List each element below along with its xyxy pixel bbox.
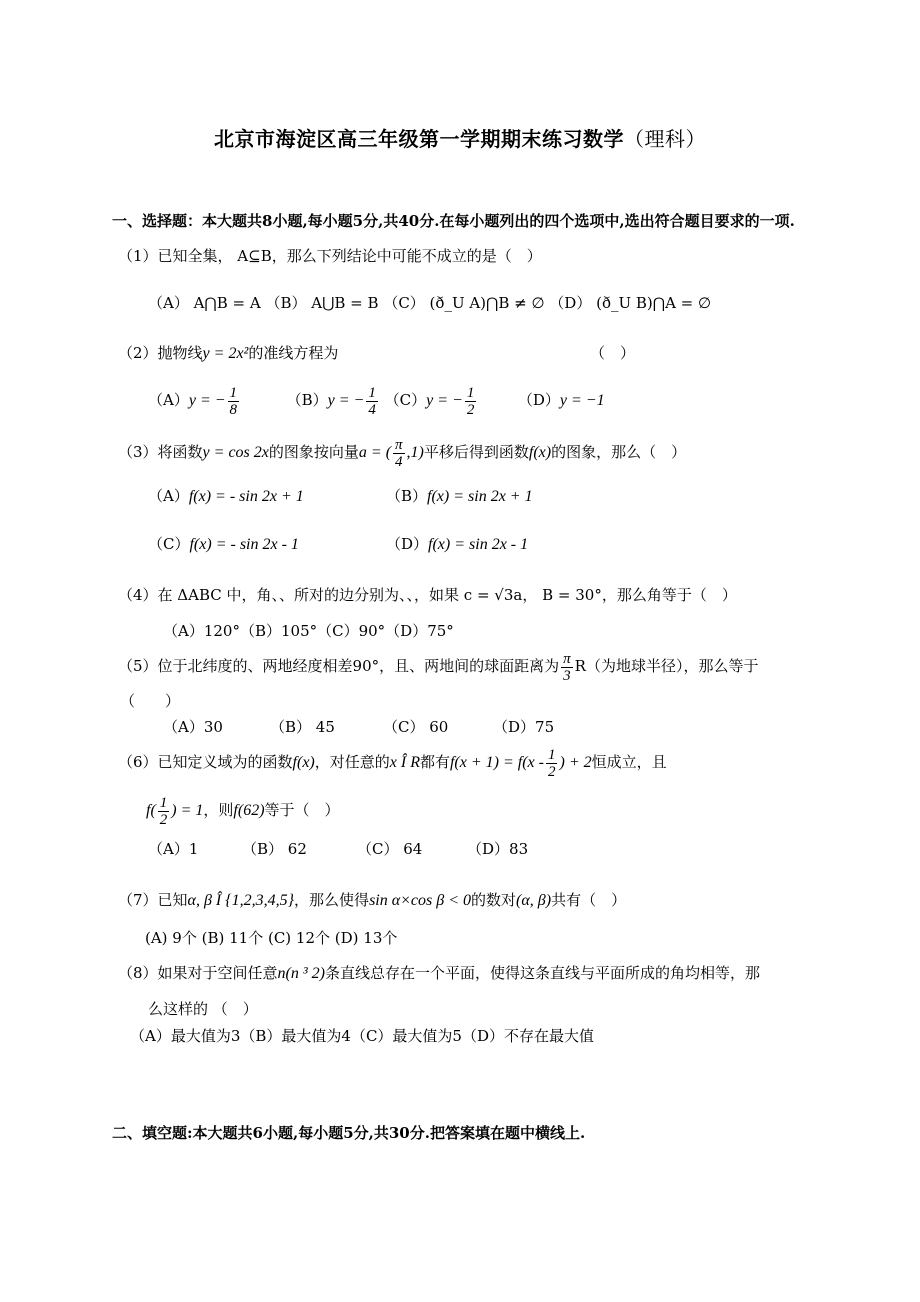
q6-cond-f: f(: [146, 802, 156, 819]
frac-num: 1: [159, 794, 168, 811]
q3-opt-a-math: f(x) = - sin 2x + 1: [188, 488, 304, 505]
q6-option-d: （D）83: [467, 840, 529, 858]
q5-stem-b: R（为地球半径），那么等于: [574, 657, 759, 675]
q3-vector: a = (: [358, 444, 392, 461]
q3-opt-d-math: f(x) = sin 2x - 1: [428, 536, 529, 553]
q2-opt-c-frac: [465, 385, 477, 418]
q5-paren: （ ）: [120, 692, 181, 710]
q7-pair: (α, β): [516, 892, 552, 909]
q2-stem-a: （2）抛物线: [118, 344, 203, 362]
q3-option-d: [386, 533, 528, 556]
q6-cond-end: ) = 1: [171, 802, 204, 819]
section-2-heading: 二、填空题:本大题共6小题,每小题5分,共30分.把答案填在题中横线上.: [112, 1124, 586, 1142]
q6-option-c: （C） 64: [357, 840, 423, 858]
q6-fx: f(x): [292, 754, 315, 771]
q3-stem-d: 的图象，那么（ ）: [551, 443, 687, 461]
q7-inequality: sin α×cos β < 0: [369, 892, 472, 909]
frac-num: 1: [368, 384, 376, 401]
q5-option-b: （B） 45: [270, 718, 335, 736]
q4-options: （A）120°（B）105°（C）90°（D）75°: [163, 622, 454, 640]
q2-opt-a-math: y = −: [188, 392, 226, 409]
q5-frac: [561, 651, 573, 684]
q3-stem-c: 平移后得到函数: [423, 443, 529, 461]
q3-opt-a-label: （A）: [148, 487, 189, 505]
q5-stem-a: （5）位于北纬度的、两地经度相差90°，且、两地间的球面距离为: [118, 657, 560, 675]
frac-num: π: [563, 650, 571, 667]
q6-stem: [118, 742, 667, 783]
frac-den: 2: [159, 811, 168, 828]
q3-stem-a: （3）将函数: [118, 443, 203, 461]
q6-cond-b: ，则: [203, 801, 234, 819]
q6-equation: f(x + 1) = f(x -: [449, 754, 544, 771]
q6-stem-d: 恒成立，且: [591, 753, 667, 771]
q1-stem: （1）已知全集， A⊆B，那么下列结论中可能不成立的是（ ）: [118, 247, 542, 265]
q2-opt-a-label: （A）: [148, 391, 189, 409]
q7-stem-c: 的数对: [471, 891, 517, 909]
q2-opt-d-math: y = −1: [559, 392, 605, 409]
page-title: [0, 123, 920, 152]
q6-frac: [546, 747, 558, 780]
q6-f62: f(62): [233, 802, 265, 819]
q2-opt-a-frac: [228, 385, 240, 418]
q7-stem-b: ，那么使得: [294, 891, 370, 909]
q3-opt-c-math: f(x) = - sin 2x - 1: [189, 536, 299, 553]
q6-condition: [146, 790, 340, 831]
q4-stem: （4）在 ΔABC 中，角、、所对的边分别为、、，如果 c = √3a， B = 30°，那么角等于（ ）: [118, 586, 737, 604]
q5-option-c: （C） 60: [383, 718, 449, 736]
q6-x-in-r: x Î R: [389, 754, 420, 771]
q5-option-a: （A）30: [163, 718, 223, 736]
q2-opt-b-label: （B）: [286, 391, 328, 409]
title-sub: （理科）: [624, 127, 706, 151]
title-main: 北京市海淀区高三年级第一学期期末练习数学: [214, 127, 624, 151]
q6-stem-b: ，对任意的: [314, 753, 390, 771]
frac-num: π: [395, 436, 403, 453]
q1-options: （A） A⋂B = A （B） A⋃B = B （C） (ð_U A)⋂B ≠ ∅ （D） (ð_U B)⋂A = ∅: [148, 294, 712, 312]
q8-stem-line2: 么这样的 （ ）: [148, 1000, 258, 1018]
frac-num: 1: [229, 384, 238, 401]
q2-opt-b-frac: [366, 385, 378, 418]
q2-stem: [118, 342, 338, 365]
q5-option-d: （D）75: [493, 718, 555, 736]
q2-stem-b: 的准线方程为: [248, 344, 339, 362]
q3-stem: [118, 432, 686, 473]
q2-opt-c-math: y = −: [426, 392, 463, 409]
section-1-heading: 一、选择题：本大题共8小题,每小题5分,共40分.在每小题列出的四个选项中,选出符合题目要求的一项.: [112, 212, 795, 230]
q6-equation-end: ) + 2: [559, 754, 592, 771]
q6-cond-c: 等于（ ）: [264, 801, 340, 819]
q6-option-a: （A）1: [148, 840, 199, 858]
q3-opt-b-label: （B）: [386, 487, 428, 505]
q8-options: （A）最大值为3（B）最大值为4（C）最大值为5（D）不存在最大值: [130, 1027, 594, 1045]
frac-den: 2: [547, 763, 556, 780]
q3-option-c: [148, 533, 299, 556]
q7-set: α, β Î {1,2,3,4,5}: [187, 892, 295, 909]
q6-cond-frac: [158, 795, 170, 828]
q3-frac: [393, 437, 405, 470]
q7-stem-d: 共有（ ）: [551, 891, 627, 909]
frac-den: 3: [561, 667, 573, 684]
frac-num: 1: [466, 384, 475, 401]
frac-den: 4: [393, 453, 405, 470]
q3-fx: f(x): [528, 444, 552, 461]
q3-option-b: [386, 485, 533, 508]
q3-vector-end: ,1): [406, 444, 424, 461]
q3-opt-b-math: f(x) = sin 2x + 1: [427, 488, 533, 505]
q2-opt-d-label: （D）: [517, 391, 560, 409]
q6-stem-c: 都有: [419, 753, 450, 771]
q5-stem: [118, 646, 758, 686]
q3-stem-b: 的图象按向量: [268, 443, 359, 461]
q2-opt-c-label: （C）: [384, 391, 427, 409]
q7-stem: [118, 889, 626, 912]
frac-num: 1: [547, 746, 556, 763]
q2-stem-math: y = 2x²: [202, 345, 249, 362]
q3-opt-c-label: （C）: [148, 535, 190, 553]
q2-opt-b-math: y = −: [327, 392, 365, 409]
frac-den: 4: [368, 401, 376, 418]
q6-option-b: （B） 62: [242, 840, 307, 858]
q7-options: (A) 9个 (B) 11个 (C) 12个 (D) 13个: [145, 929, 398, 947]
q8-stem-a: （8）如果对于空间任意: [118, 964, 278, 982]
q8-stem: [118, 962, 760, 985]
q7-stem-a: （7）已知: [118, 891, 188, 909]
q2-paren: （ ）: [590, 344, 636, 362]
q3-stem-math: y = cos 2x: [202, 444, 269, 461]
frac-den: 8: [229, 401, 238, 418]
q3-option-a: [148, 485, 304, 508]
q8-n-math: n(n ³ 2): [277, 965, 325, 982]
q2-options: [148, 380, 605, 421]
frac-den: 2: [466, 401, 475, 418]
q3-opt-d-label: （D）: [386, 535, 429, 553]
q8-stem-b: 条直线总存在一个平面，使得这条直线与平面所成的角均相等，那: [325, 964, 761, 982]
q6-stem-a: （6）已知定义域为的函数: [118, 753, 293, 771]
